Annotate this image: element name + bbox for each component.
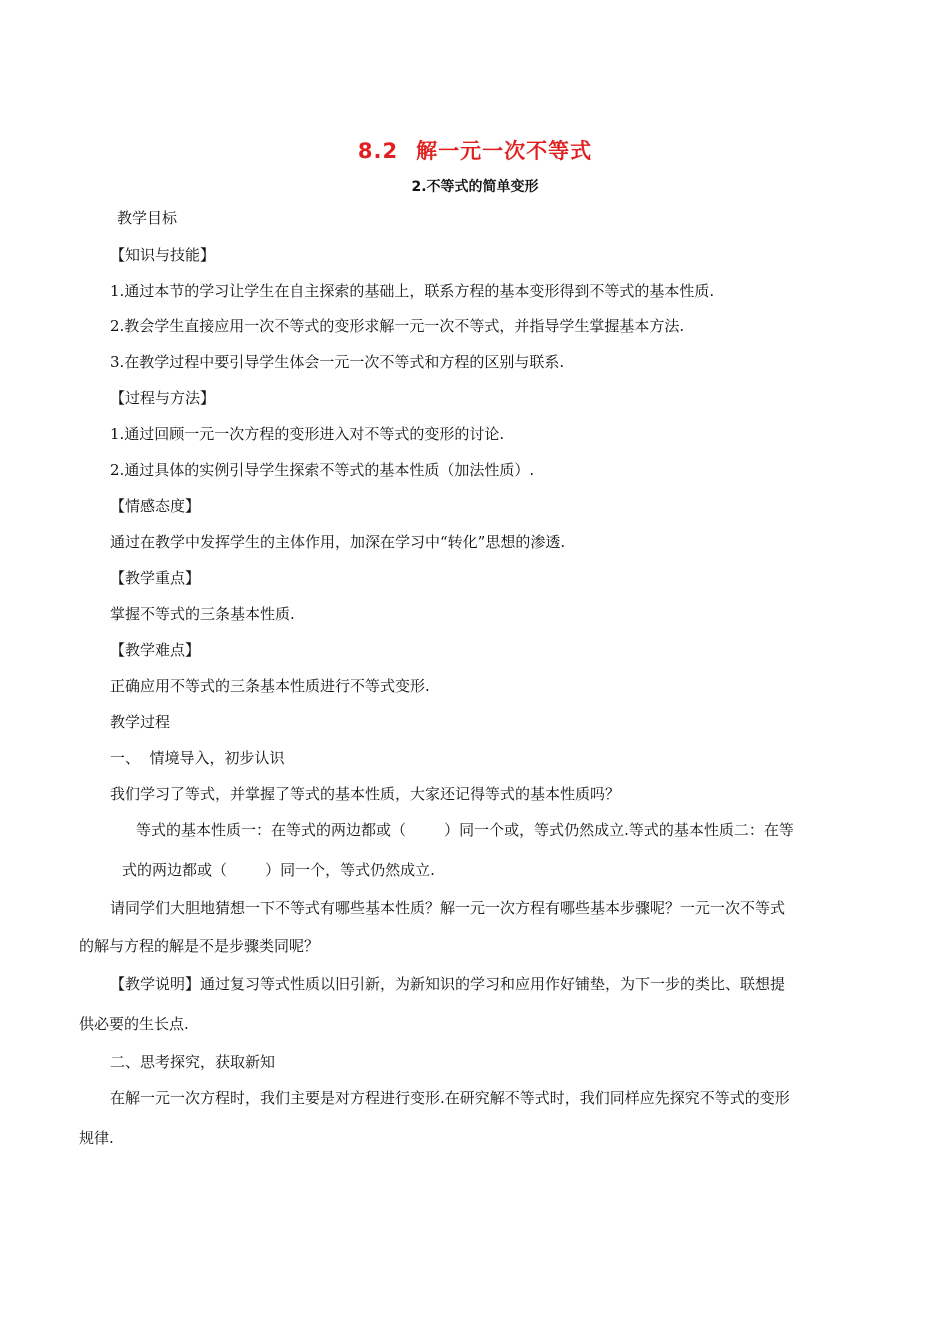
section1-paragraph-3-line-2: 的解与方程的解是不是步骤类同呢？ xyxy=(79,937,320,955)
section2-heading: 二、思考探究，获取新知 xyxy=(110,1053,276,1071)
section1-paragraph-2-line-2: 式的两边都或（ ）同一个，等式仍然成立. xyxy=(122,861,435,879)
process-item-2: 2.通过具体的实例引导学生探索不等式的基本性质（加法性质）. xyxy=(110,461,535,479)
procedure-heading: 教学过程 xyxy=(110,713,171,731)
knowledge-item-3: 3.在教学过程中要引导学生体会一元一次不等式和方程的区别与联系. xyxy=(110,353,565,371)
page-subtitle: 2.不等式的简单变形 xyxy=(411,179,539,195)
section1-note-line-1: 【教学说明】通过复习等式性质以旧引新，为新知识的学习和应用作好铺垫，为下一步的类比、联想提 xyxy=(110,975,786,993)
key-points-text: 掌握不等式的三条基本性质. xyxy=(110,605,295,623)
section1-paragraph-2-line-1: 等式的基本性质一：在等式的两边都或（ ）同一个或，等式仍然成立.等式的基本性质二：在等 xyxy=(136,821,794,839)
key-points-heading: 【教学重点】 xyxy=(110,569,201,587)
emotion-text: 通过在教学中发挥学生的主体作用，加深在学习中“转化”思想的渗透. xyxy=(110,533,566,551)
emotion-heading: 【情感态度】 xyxy=(110,497,201,515)
process-heading: 【过程与方法】 xyxy=(110,389,216,407)
section1-paragraph-1: 我们学习了等式，并掌握了等式的基本性质，大家还记得等式的基本性质吗？ xyxy=(110,785,621,803)
section1-paragraph-3-line-1: 请同学们大胆地猜想一下不等式有哪些基本性质？解一元一次方程有哪些基本步骤呢？一元一次不等式 xyxy=(110,899,786,917)
knowledge-heading: 【知识与技能】 xyxy=(110,246,216,264)
objectives-heading: 教学目标 xyxy=(117,209,178,227)
knowledge-item-1: 1.通过本节的学习让学生在自主探索的基础上，联系方程的基本变形得到不等式的基本性质. xyxy=(110,282,715,300)
difficulty-heading: 【教学难点】 xyxy=(110,641,201,659)
section2-paragraph-1-line-2: 规律. xyxy=(79,1129,114,1147)
title-number: 8.2 xyxy=(357,139,399,163)
title-text: 解一元一次不等式 xyxy=(416,139,593,163)
difficulty-text: 正确应用不等式的三条基本性质进行不等式变形. xyxy=(110,677,430,695)
section1-note-line-2: 供必要的生长点. xyxy=(79,1015,189,1033)
process-item-1: 1.通过回顾一元一次方程的变形进入对不等式的变形的讨论. xyxy=(110,425,505,443)
knowledge-item-2: 2.教会学生直接应用一次不等式的变形求解一元一次不等式，并指导学生掌握基本方法. xyxy=(110,317,685,335)
section2-paragraph-1-line-1: 在解一元一次方程时，我们主要是对方程进行变形.在研究解不等式时，我们同样应先探究不等式的变形 xyxy=(110,1089,790,1107)
page-title xyxy=(0,135,950,165)
section1-heading: 一、 情境导入，初步认识 xyxy=(110,749,285,767)
